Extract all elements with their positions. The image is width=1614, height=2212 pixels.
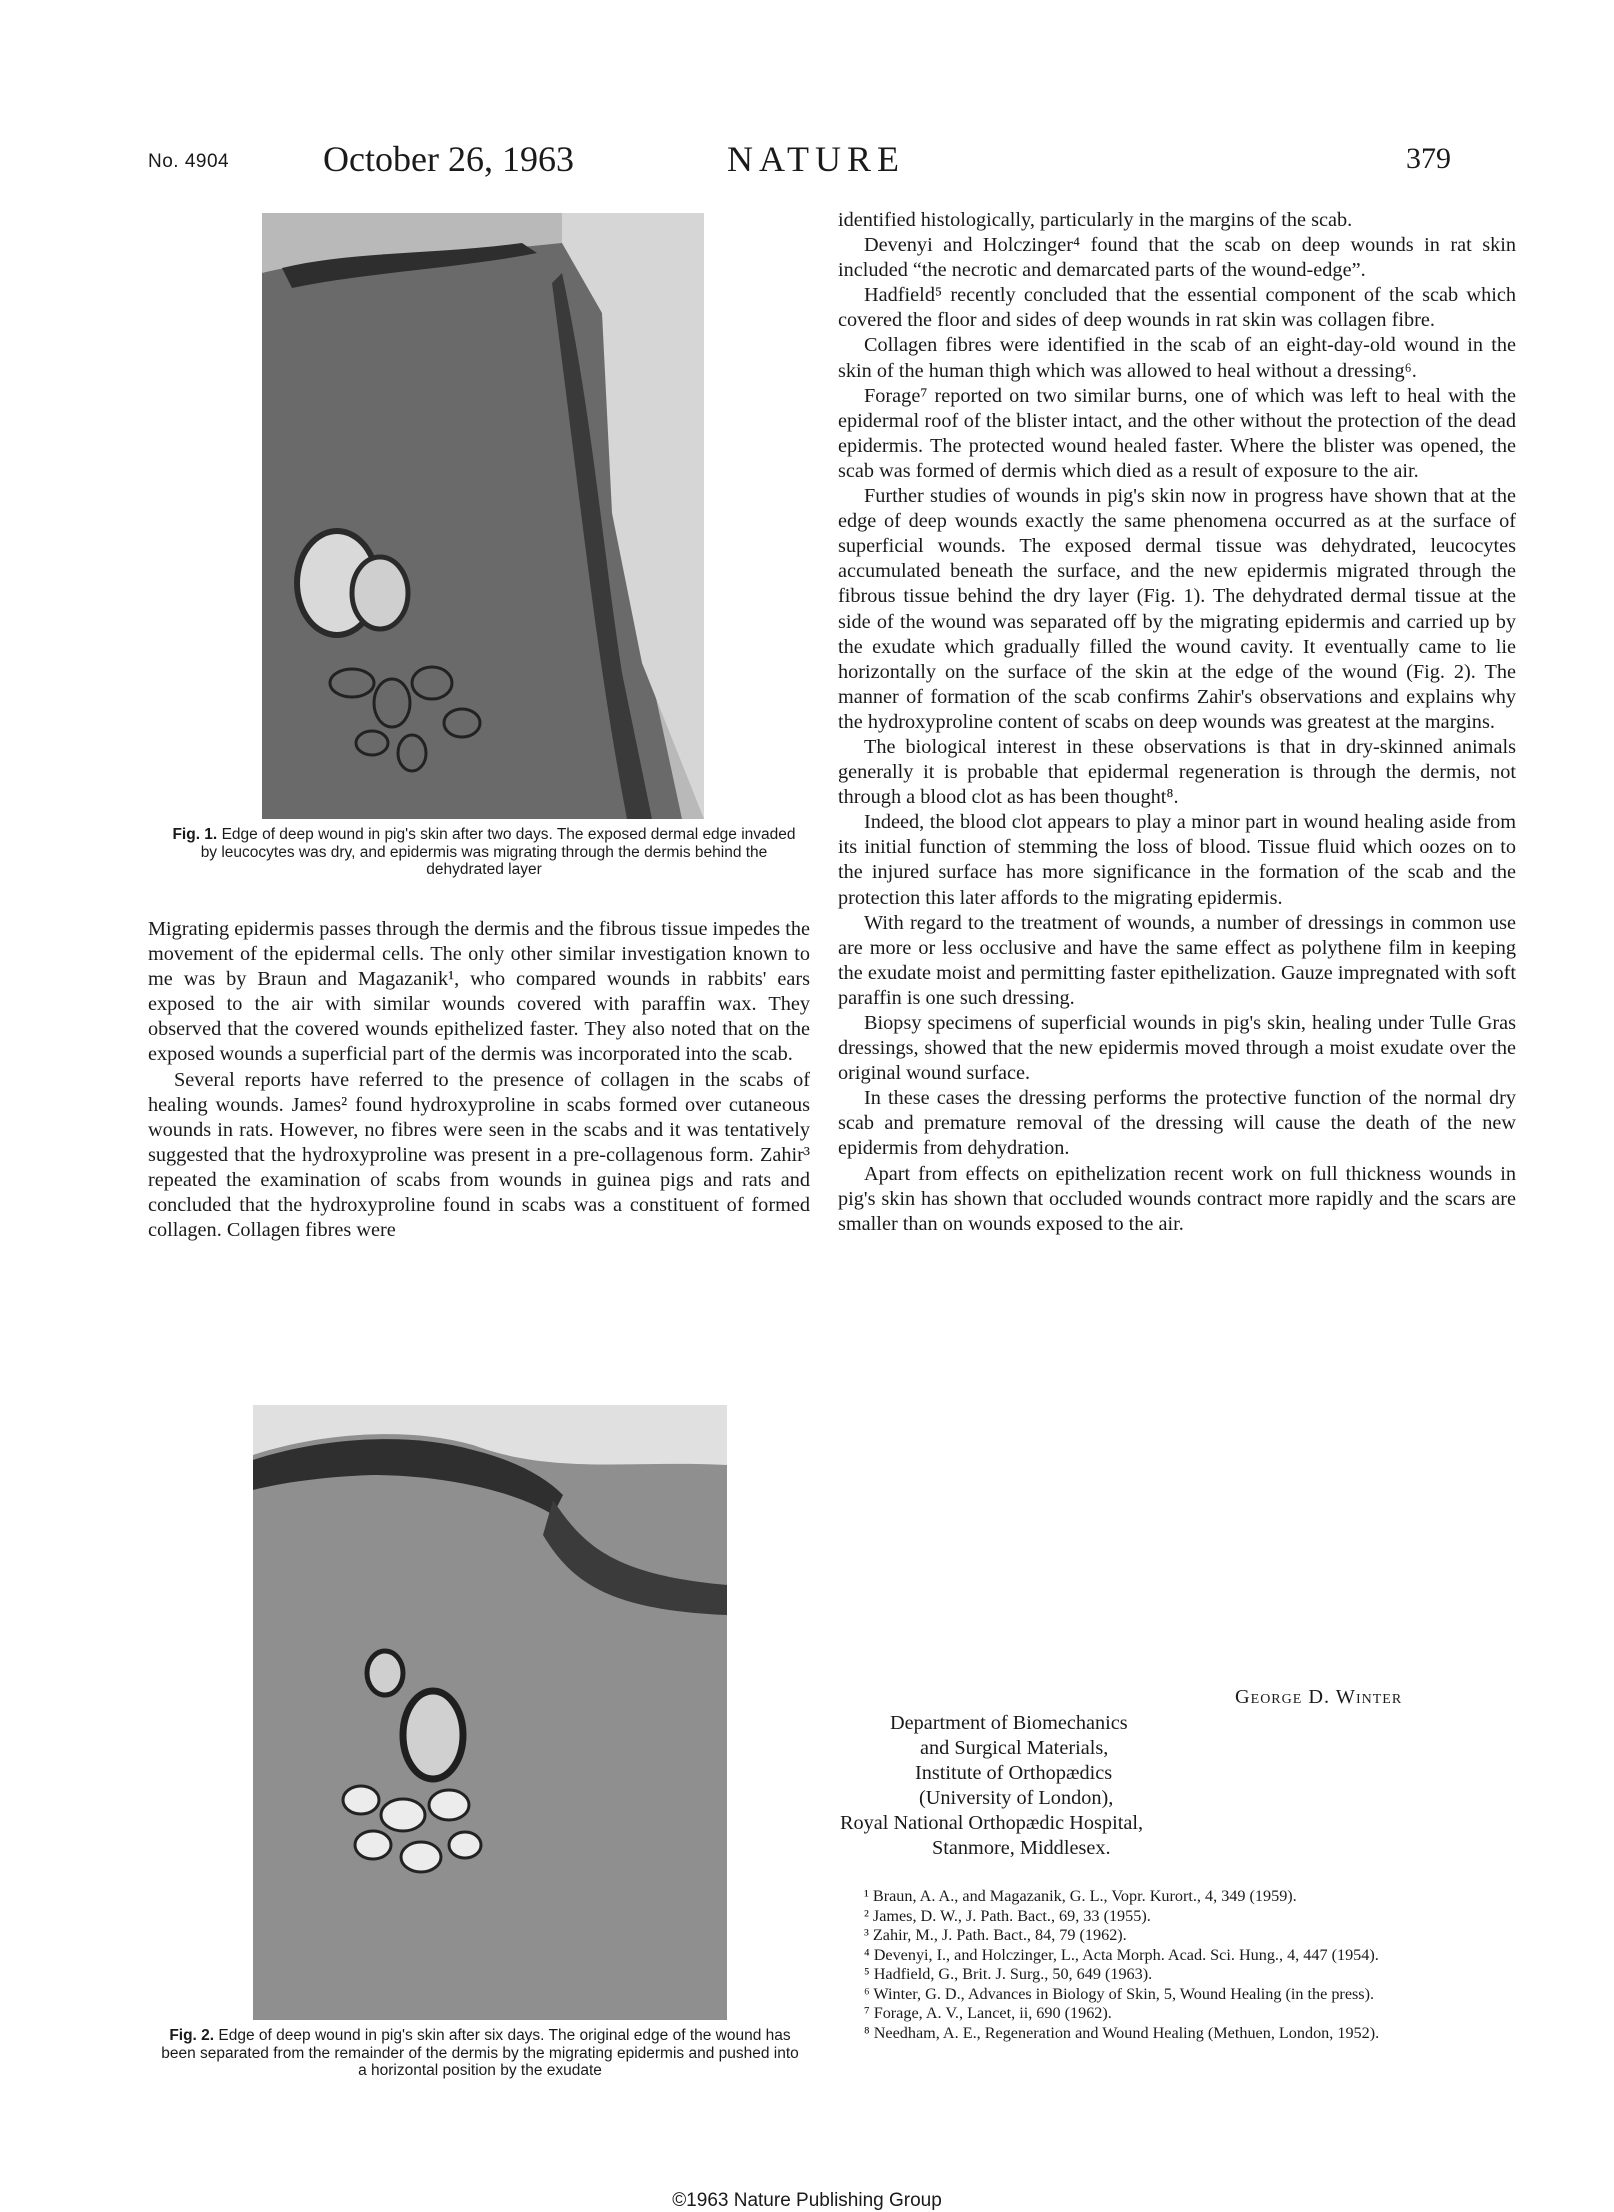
reference-item: ¹ Braun, A. A., and Magazanik, G. L., Vopr. Kurort., 4, 349 (1959). (864, 1887, 1297, 1905)
figure-1-label: Fig. 1. (172, 826, 218, 843)
address-line: and Surgical Materials, (920, 1737, 1109, 1759)
paragraph: Indeed, the blood clot appears to play a minor part in wound healing aside from its initial function of stemming the loss of blood. Tissue fluid which oozes on to the injured surface has more significance in the formation of the scab and the protection this later affords to the migrating epidermis. (838, 811, 1516, 909)
paragraph: Further studies of wounds in pig's skin now in progress have shown that at the edge of deep wounds exactly the same phenomena occurred as at the surface of superficial wounds. The exposed dermal tissue was dehydrated, leucocytes accumulated beneath the surface, and the new epidermis migrated through the fibrous tissue behind the dry layer (Fig. 1). The dehydrated dermal tissue at the side of the wound was separated off by the migrating epidermis and carried up by the exudate which gradually filled the wound cavity. It eventually came to lie horizontally on the surface of the skin at the edge of the wound (Fig. 2). The manner of formation of the scab confirms Zahir's observations and explains why the hydroxyproline content of scabs on deep wounds was greatest at the margins. (838, 485, 1516, 733)
paragraph: The biological interest in these observations is that in dry-skinned animals generally it is probable that epidermal regeneration is through the dermis, not through a blood clot as has been thought⁸. (838, 735, 1516, 809)
paragraph: Hadfield⁵ recently concluded that the essential component of the scab which covered the floor and sides of deep wounds in rat skin was collagen fibre. (838, 284, 1516, 332)
paragraph: Biopsy specimens of superficial wounds in pig's skin, healing under Tulle Gras dressings, showed that the new epidermis moved through a moist exudate over the original wound surface. (838, 1012, 1516, 1085)
reference-item: ⁴ Devenyi, I., and Holczinger, L., Acta Morph. Acad. Sci. Hung., 4, 447 (1954). (864, 1945, 1379, 1964)
reference-item: ⁵ Hadfield, G., Brit. J. Surg., 50, 649 (1963). (864, 1965, 1153, 1983)
page-number: 379 (1406, 142, 1451, 175)
figure-2-label: Fig. 2. (169, 2027, 215, 2044)
issue-date: October 26, 1963 (323, 139, 574, 179)
reference-item: ⁶ Winter, G. D., Advances in Biology of Skin, 5, Wound Healing (in the press). (864, 1984, 1375, 2003)
paragraph: Collagen fibres were identified in the scab of an eight-day-old wound in the skin of the human thigh which was allowed to heal without a dressing⁶. (838, 334, 1516, 382)
author-name: George D. Winter (1235, 1686, 1403, 1708)
paragraph: Several reports have referred to the presence of collagen in the scabs of healing wounds. James² found hydroxyproline in scabs formed over cutaneous wounds in rats. However, no fibres were seen in the scabs and it was tentatively suggested that the hydroxyproline was present in a pre-collagenous form. Zahir³ repeated the examination of scabs from wounds in guinea pigs and rats and concluded that the hydroxyproline found in scabs was a constituent of formed collagen. Collagen fibres were (148, 1068, 810, 1242)
reference-item: ⁷ Forage, A. V., Lancet, ii, 690 (1962). (864, 2004, 1112, 2022)
address-line: Department of Biomechanics (890, 1712, 1128, 1734)
journal-title: NATURE (727, 139, 905, 179)
figure-1-caption (170, 826, 798, 879)
paragraph: Apart from effects on epithelization recent work on full thickness wounds in pig's skin has shown that occluded wounds contract more rapidly and the scars are smaller than on wounds exposed to the air. (838, 1162, 1516, 1235)
paragraph: Migrating epidermis passes through the dermis and the fibrous tissue impedes the movement of the epidermal cells. The only other similar investigation known to me was by Braun and Magazanik¹, who compared wounds in rabbits' ears exposed to the air with similar wounds covered with paraffin wax. They observed that the covered wounds epithelized faster. They also noted that on the exposed wounds a superficial part of the dermis was incorporated into the scab. (148, 918, 810, 1066)
paragraph: Devenyi and Holczinger⁴ found that the scab on deep wounds in rat skin included “the necrotic and demarcated parts of the wound-edge”. (838, 234, 1516, 282)
address-line: Stanmore, Middlesex. (932, 1837, 1111, 1859)
address-line: Institute of Orthopædics (915, 1762, 1113, 1784)
figure-2-caption (160, 2027, 800, 2080)
reference-item: ³ Zahir, M., J. Path. Bact., 84, 79 (1962). (864, 1926, 1127, 1944)
left-column (148, 917, 810, 1243)
figure-1-image (262, 213, 704, 819)
figure-2-caption-text: Edge of deep wound in pig's skin after six days. The original edge of the wound has been separated from the remainder of the dermis by the migrating epidermis and pushed into a horizontal position by the exudate (161, 2027, 799, 2079)
paragraph: With regard to the treatment of wounds, a number of dressings in common use are more or less occlusive and have the same effect as polythene film in keeping the exudate moist and permitting faster epithelization. Gauze impregnated with soft paraffin is one such dressing. (838, 911, 1516, 1009)
address-line: Royal National Orthopædic Hospital, (840, 1812, 1144, 1834)
references (838, 1887, 1516, 2043)
reference-item: ⁸ Needham, A. E., Regeneration and Wound Healing (Methuen, London, 1952). (864, 2023, 1380, 2042)
issue-number: No. 4904 (148, 151, 230, 172)
reference-item: ² James, D. W., J. Path. Bact., 69, 33 (1955). (864, 1906, 1151, 1925)
figure-2-image (253, 1405, 727, 2020)
right-column (838, 208, 1516, 1237)
address-line: (University of London), (919, 1787, 1114, 1809)
paragraph: identified histologically, particularly in the margins of the scab. (838, 209, 1353, 231)
paragraph: Forage⁷ reported on two similar burns, one of which was left to heal with the epidermal roof of the blister intact, and the other without the protection of the dead epidermis. The protected wound healed faster. Where the blister was opened, the scab was formed of dermis which died as a result of exposure to the air. (838, 384, 1516, 482)
paragraph: In these cases the dressing performs the protective function of the normal dry scab and premature removal of the dressing will cause the death of the new epidermis from dehydration. (838, 1087, 1516, 1160)
figure-1-caption-text: Edge of deep wound in pig's skin after two days. The exposed dermal edge invaded by leucocytes was dry, and epidermis was migrating through the dermis behind the dehydrated layer (200, 826, 796, 878)
copyright-footer: ©1963 Nature Publishing Group (672, 2190, 942, 2211)
